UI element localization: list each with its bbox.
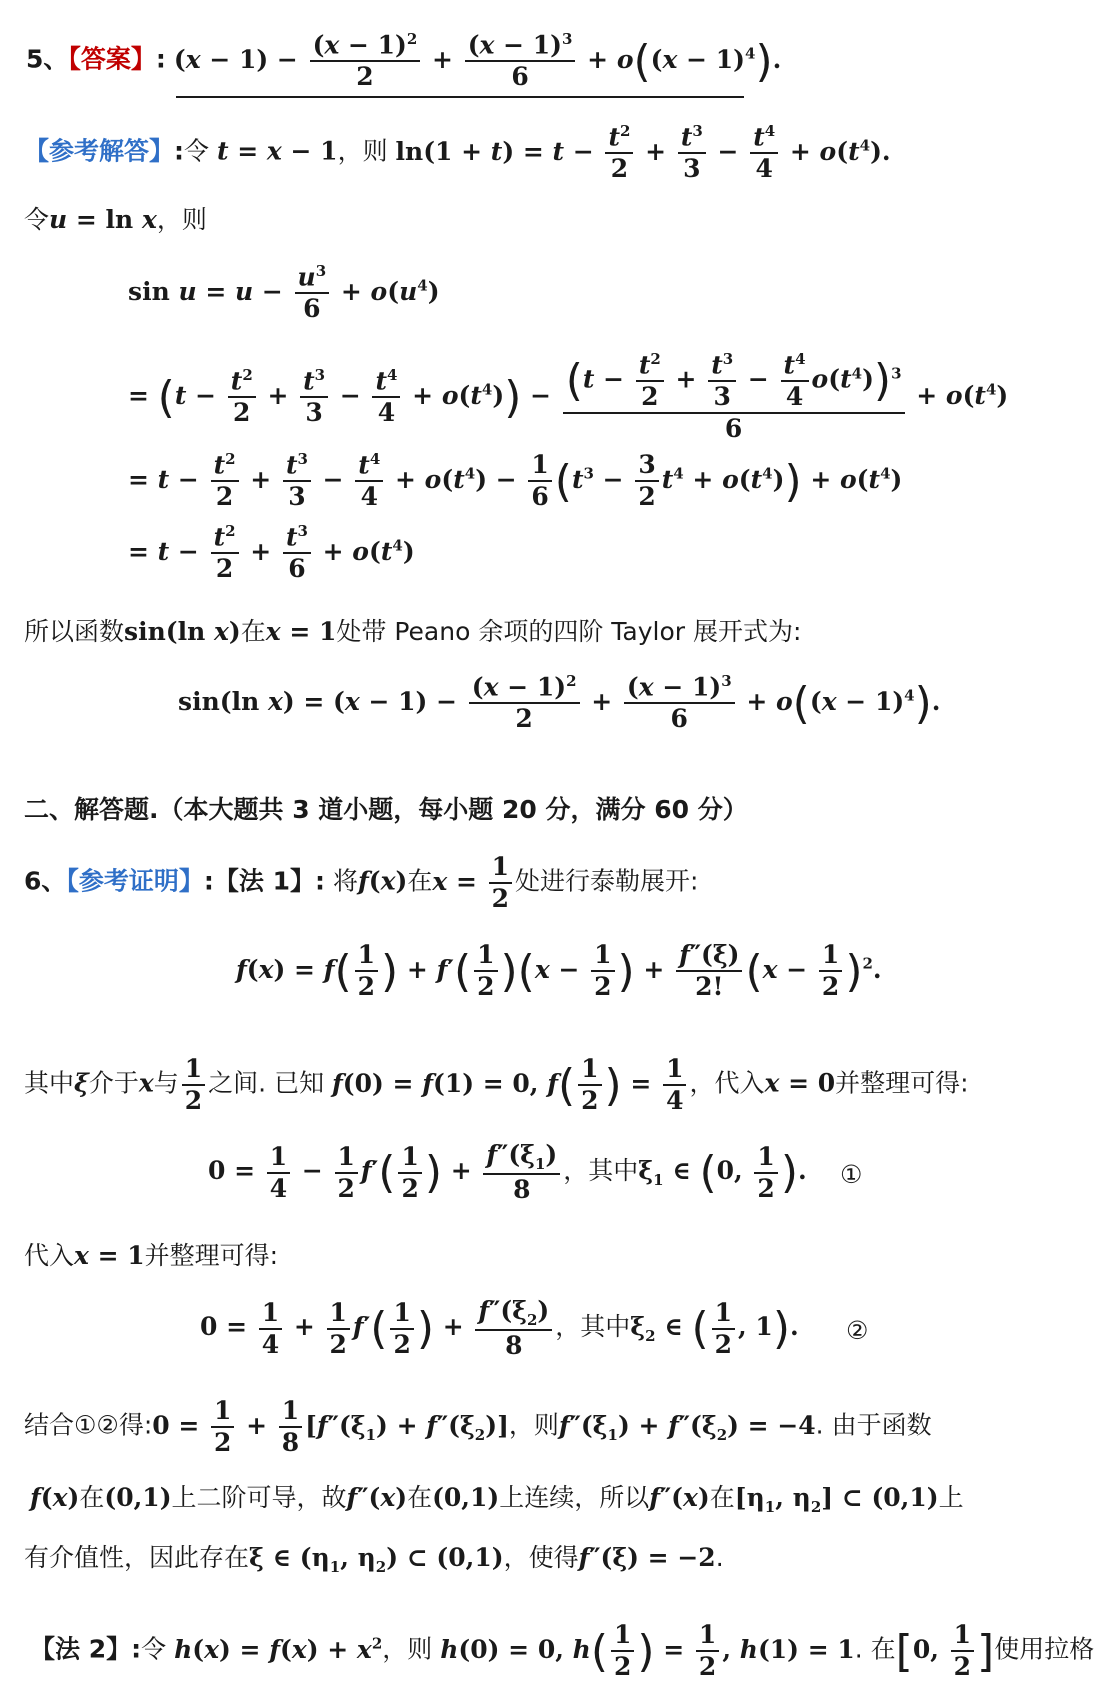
ln-expansion: ln(1 + t) = t − $\frac{t^2}{2}$ + $\frac{t^3}{3}$ − $\frac{t^4}{4}$ + $o(t^4)$. [395,122,891,184]
equation-2-marker: ② [846,1316,869,1345]
proof-tag: 【参考证明】 [66,866,204,896]
derivation-step-1: = (t − $\frac{t^2}{2}$ + $\frac{t^3}{3}$ − $\frac{t^4}{4}$ + $o(t^4)$) − (t − $\frac{t^2}{2}$ + $\frac{t^3}{3}$ − $\frac{t^4}{4}$ $o(t^4))^3$ 6 + $o(t^4)$ [128,350,1009,444]
combine-line: 结合①②得:0 = $\frac{1}{2}$ + $\frac{1}{8}$ $[f''(\xi_1) + f''(\xi_2)]$，则$f''(\xi_1) + f''(\xi_2) = -4$. 由于函数 [24,1396,932,1457]
equation-1-marker: ① [840,1160,863,1189]
final-expansion: sin(ln x) = (x − 1) − $\frac{(x - 1)^2}{2}$ + $\frac{(x - 1)^3}{6}$ + $o((x - 1)^4)$. [178,672,941,734]
sin-u-line: sin u = u − $\frac{u^3}{6}$ + $o(u^4)$ [128,262,440,324]
answer-formula: (x − 1) − $\frac{(x - 1)^2}{2}$ + $\frac{(x - 1)^3}{6}$ + $o((x - 1)^4)$. [173,30,782,92]
method1-tag: 【法 1】 [213,866,316,896]
solution-line: 【参考解答】:令 t = x − 1，则 ln(1 + t) = t − $\frac{t^2}{2}$ + $\frac{t^3}{3}$ − $\frac{t^4}{4}$ + $o(t^4)$. [24,122,891,184]
question-number: 5、 [26,44,69,74]
answer-tag: 【答案】 [68,44,156,74]
let-u-line: 令u = ln x，则 [24,205,207,234]
method2-tag: 【法 2】 [30,1634,132,1664]
derivation-step-3: = t − $\frac{t^2}{2}$ + $\frac{t^3}{6}$ + $o(t^4)$ [128,522,415,584]
answer-underline [176,96,744,98]
ivt-line: 有介值性，因此存在ξ ∈ ($\eta_1$, $\eta_2$) ⊂ (0,1)，使得f″(ξ) = −2. [24,1543,724,1576]
substitute-x1-line: 代入x = 1并整理可得: [24,1241,279,1270]
q6-method1-line: 6、【参考证明】:【法 1】: 将f(x)在x = $\frac{1}{2}$ 处进行泰勒展开: [24,852,699,913]
xi-line: 其中ξ介于x与 $\frac{1}{2}$ 之间. 已知 f(0) = f(1) = 0, f( $\frac{1}{2}$ ) = $\frac{1}{4}$ ，代入x = 0并整理可得: [24,1054,969,1115]
continuity-line: f(x)在(0,1)上二阶可导，故f″(x)在(0,1)上连续，所以f″(x)在[$\eta_1$, $\eta_2$] ⊂ (0,1)上 [30,1483,964,1516]
equation-2: 0 = $\frac{1}{4}$ + $\frac{1}{2}$ f′( $\frac{1}{2}$ ) + $\frac{f''(\xi_2)}{8}$ ，其中$\xi_2$ ∈ ( $\frac{1}{2}$ , 1). [200,1296,799,1360]
taylor-formula: f(x) = f( $\frac{1}{2}$ ) + f′( $\frac{1}{2}$ )(x − $\frac{1}{2}$ ) + $\frac{f''(\xi)}{2!}$ (x − $\frac{1}{2}$ )$^2$. [236,940,882,1001]
section-heading: 二、解答题.（本大题共 3 道小题，每小题 20 分，满分 60 分） [24,795,748,824]
derivation-step-2: = t − $\frac{t^2}{2}$ + $\frac{t^3}{3}$ − $\frac{t^4}{4}$ + $o(t^4)$ − $\frac{1}{6}$ ($t^3$ − $\frac{3}{2}$ $t^4 + o(t^4)) + o(t^4)$ [128,450,903,512]
solution-tag: 【参考解答】 [24,136,175,166]
q5-answer-line: 5、【答案】: (x − 1) − $\frac{(x - 1)^2}{2}$ + $\frac{(x - 1)^3}{6}$ + $o((x - 1)^4)$. [26,30,782,92]
conclusion-line: 所以函数sin(ln x)在x = 1处带 Peano 余项的四阶 Taylor 展开式为: [24,617,802,646]
equation-1: 0 = $\frac{1}{4}$ − $\frac{1}{2}$ f′( $\frac{1}{2}$ ) + $\frac{f''(\xi_1)}{8}$ ，其中$\xi_1$ ∈ (0, $\frac{1}{2}$ ). [208,1140,807,1204]
method2-line: 【法 2】:令 $h(x) = f(x) + x^2$，则 h(0) = 0, h( $\frac{1}{2}$ ) = $\frac{1}{2}$ , h(1) = 1. 在[0, $\frac{1}{2}$ ]使用拉格 [30,1620,1094,1681]
